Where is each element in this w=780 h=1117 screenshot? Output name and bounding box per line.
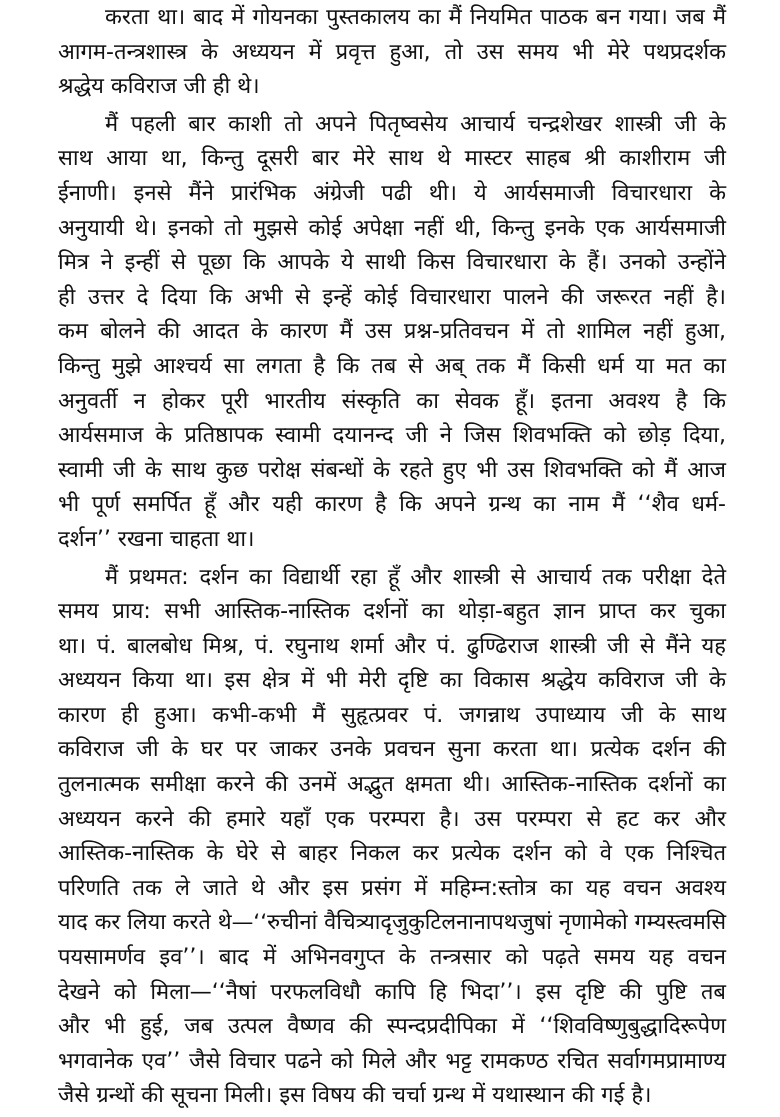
- text-line: मैं पहली बार काशी तो अपने पितृष्वसेय आचार्य चन्द्रशेखर शास्त्री जी के: [105, 111, 726, 137]
- paragraph: [58, 561, 726, 1115]
- text-line: परिणति तक ले जाते थे और इस प्रसंग में महिम्न:स्तोत्र का यह वचन अवश्य: [58, 875, 726, 901]
- text-line: समय प्राय: सभी आस्तिक-नास्तिक दर्शनों का थोड़ा-बहुत ज्ञान प्राप्त कर चुका: [58, 599, 726, 625]
- text-line: और भी हुई, जब उत्पल वैष्णव की स्पन्दप्रदीपिका में ‘‘शिवविष्णुबुद्धादिरूपेण: [58, 1014, 726, 1040]
- text-line: मैं प्रथमत: दर्शन का विद्यार्थी रहा हूँ और शास्त्री से आचार्य तक परीक्षा देते: [105, 564, 726, 590]
- text-line: ईनाणी। इनसे मैंने प्रारंभिक अंग्रेजी पढी थी। ये आर्यसमाजी विचारधारा के: [58, 180, 726, 206]
- text-line: आगम-तन्त्रशास्त्र के अध्ययन में प्रवृत्त हुआ, तो उस समय भी मेरे पथप्रदर्शक: [58, 39, 726, 65]
- text-line: था। पं. बालबोध मिश्र, पं. रघुनाथ शर्मा और पं. ढुण्ढिराज शास्त्री जी से मैंने यह: [58, 633, 726, 659]
- text-line: याद कर लिया करते थे—‘‘रुचीनां वैचित्र्यादृजुकुटिलनानापथजुषां नृणामेको गम्यस्त्वमसि: [58, 910, 726, 936]
- text-line: कम बोलने की आदत के कारण मैं उस प्रश्न-प्रतिवचन में तो शामिल नहीं हुआ,: [58, 319, 726, 345]
- document-page: [58, 1, 726, 1117]
- text-line: आस्तिक-नास्तिक के घेरे से बाहर निकल कर प्रत्येक दर्शन को वे एक निश्चित: [58, 841, 726, 867]
- text-line: ही उत्तर दे दिया कि अभी से इन्हें कोई विचारधारा पालने की जरूरत नहीं है।: [58, 284, 726, 310]
- text-line: अनुवर्ती न होकर पूरी भारतीय संस्कृति का सेवक हूँ। इतना अवश्य है कि: [58, 388, 726, 414]
- text-line: अध्ययन किया था। इस क्षेत्र में भी मेरी दृष्टि का विकास श्रद्धेय कविराज जी के: [58, 668, 726, 694]
- text-line: पयसामर्णव इव’’। बाद में अभिनवगुप्त के तन्त्रसार को पढ़ते समय यह वचन: [58, 945, 726, 971]
- text-line: श्रद्धेय कविराज जी ही थे।: [58, 74, 260, 100]
- text-line: तुलनात्मक समीक्षा करने की उनमें अद्भुत क्षमता थी। आस्तिक-नास्तिक दर्शनों का: [58, 772, 726, 798]
- text-line: अध्ययन करने की हमारे यहाँ एक परम्परा है। उस परम्परा से हट कर और: [58, 806, 726, 832]
- text-line: आर्यसमाज के प्रतिष्ठापक स्वामी दयानन्द जी ने जिस शिवभक्ति को छोड़ दिया,: [58, 423, 726, 449]
- text-line: जैसे ग्रन्थों की सूचना मिली। इस विषय की चर्चा ग्रन्थ में यथास्थान की गई है।: [58, 1083, 652, 1109]
- text-line: साथ आया था, किन्तु दूसरी बार मेरे साथ थे मास्टर साहब श्री काशीराम जी: [58, 146, 726, 172]
- text-line: मित्र ने इन्हीं से पूछा कि आपके ये साथी किस विचारधारा के हैं। उनको उन्होंने: [58, 250, 726, 276]
- text-line: करता था। बाद में गोयनका पुस्तकालय का मैं नियमित पाठक बन गया। जब मैं: [105, 5, 726, 30]
- text-line: कारण ही हुआ। कभी-कभी मैं सुहृत्प्रवर पं. जगन्नाथ उपाध्याय जी के साथ: [58, 702, 726, 728]
- text-line: कविराज जी के घर पर जाकर उनके प्रवचन सुना करता था। प्रत्येक दर्शन की: [58, 737, 726, 763]
- text-line: भगवानेक एव’’ जैसे विचार पढने को मिले और भट्ट रामकण्ठ रचित सर्वागमप्रामाण्य: [58, 1048, 726, 1074]
- text-line: भी पूर्ण समर्पित हूँ और यही कारण है कि अपने ग्रन्थ का नाम मैं ‘‘शैव धर्म-: [58, 492, 726, 518]
- text-line: किन्तु मुझे आश्चर्य सा लगता है कि तब से अब् तक मैं किसी धर्म या मत का: [58, 353, 726, 379]
- text-line: स्वामी जी के साथ कुछ परोक्ष संबन्धों के रहते हुए भी उस शिवभक्ति को मैं आज: [58, 457, 726, 483]
- paragraph: [58, 108, 726, 558]
- text-line: देखने को मिला—‘‘नैषां परफलविधौ कापि हि भिदा’’। इस दृष्टि की पुष्टि तब: [58, 979, 726, 1005]
- text-line: दर्शन’’ रखना चाहता था।: [58, 526, 255, 552]
- paragraph: [58, 1, 726, 105]
- text-line: अनुयायी थे। इनको तो मुझसे कोई अपेक्षा नहीं थी, किन्तु इनके एक आर्यसमाजी: [58, 215, 726, 241]
